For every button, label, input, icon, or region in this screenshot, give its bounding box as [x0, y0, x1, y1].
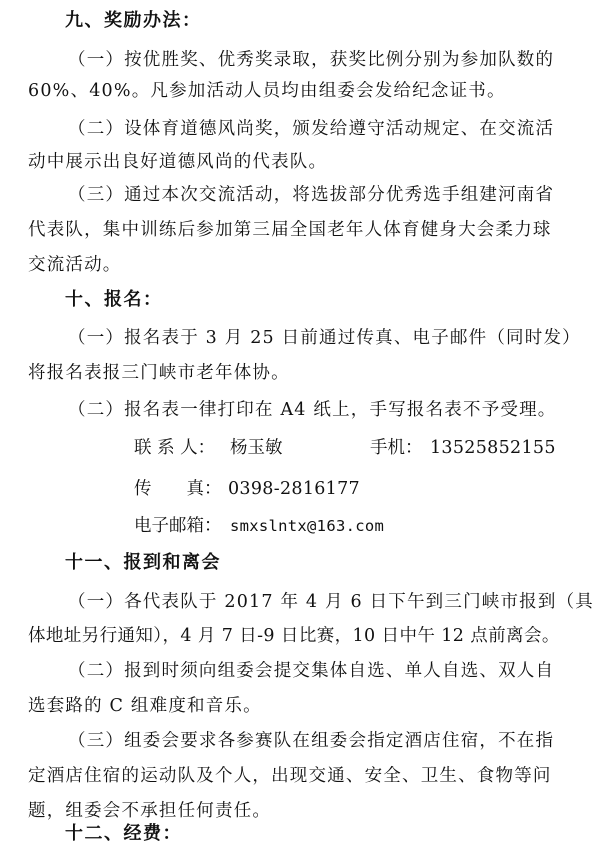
section-9-item-1-line-2: 60%、40%。凡参加活动人员均由组委会发给纪念证书。 [28, 81, 506, 101]
fax-value: 0398-2816177 [228, 479, 360, 499]
section-11-heading: 十一、报到和离会 [65, 552, 221, 573]
section-10-item-1-line-2: 将报名表报三门峡市老年体协。 [28, 363, 290, 383]
contact-label: 联 系 人： [134, 438, 216, 458]
section-9-item-1-line-1: （一）按优胜奖、优秀奖录取，获奖比例分别为参加队数的 [68, 50, 555, 70]
section-9-item-3-line-2: 代表队，集中训练后参加第三届全国老年人体育健身大会柔力球 [28, 220, 552, 240]
email-value: smxslntx@163.com [230, 517, 385, 535]
section-11-item-3-line-1: （三）组委会要求各参赛队在组委会指定酒店住宿，不在指 [68, 731, 555, 751]
section-11-item-3-line-3: 题，组委会不承担任何责任。 [28, 801, 272, 821]
section-11-item-1-line-1: （一）各代表队于 2017 年 4 月 6 日下午到三门峡市报到（具 [68, 592, 594, 612]
phone-value: 13525852155 [430, 438, 556, 458]
contact-name: 杨玉敏 [230, 438, 283, 458]
section-9-item-3-line-3: 交流活动。 [28, 255, 122, 275]
phone-label: 手机： [370, 438, 423, 458]
email-label: 电子邮箱： [134, 516, 222, 536]
section-9-item-2-line-2: 动中展示出良好道德风尚的代表队。 [28, 152, 328, 172]
section-10-item-2-line-1: （二）报名表一律打印在 A4 纸上，手写报名表不予受理。 [68, 400, 557, 420]
section-9-item-3-line-1: （三）通过本次交流活动，将选拔部分优秀选手组建河南省 [68, 185, 555, 205]
section-12-heading: 十二、经费： [65, 823, 182, 844]
section-9-item-2-line-1: （二）设体育道德风尚奖，颁发给遵守活动规定、在交流活 [68, 119, 555, 139]
section-11-item-2-line-1: （二）报到时须向组委会提交集体自选、单人自选、双人自 [68, 661, 555, 681]
fax-label: 传 真： [134, 479, 222, 499]
section-9-heading: 九、奖励办法： [65, 10, 202, 31]
section-10-item-1-line-1: （一）报名表于 3 月 25 日前通过传真、电子邮件（同时发） [68, 328, 581, 348]
section-11-item-2-line-2: 选套路的 C 组难度和音乐。 [28, 696, 262, 716]
section-11-item-1-line-2: 体地址另行通知），4 月 7 日-9 日比赛，10 日中午 12 点前离会。 [28, 626, 560, 646]
section-10-heading: 十、报名： [65, 289, 163, 310]
section-11-item-3-line-2: 定酒店住宿的运动队及个人，出现交通、安全、卫生、食物等问 [28, 766, 552, 786]
